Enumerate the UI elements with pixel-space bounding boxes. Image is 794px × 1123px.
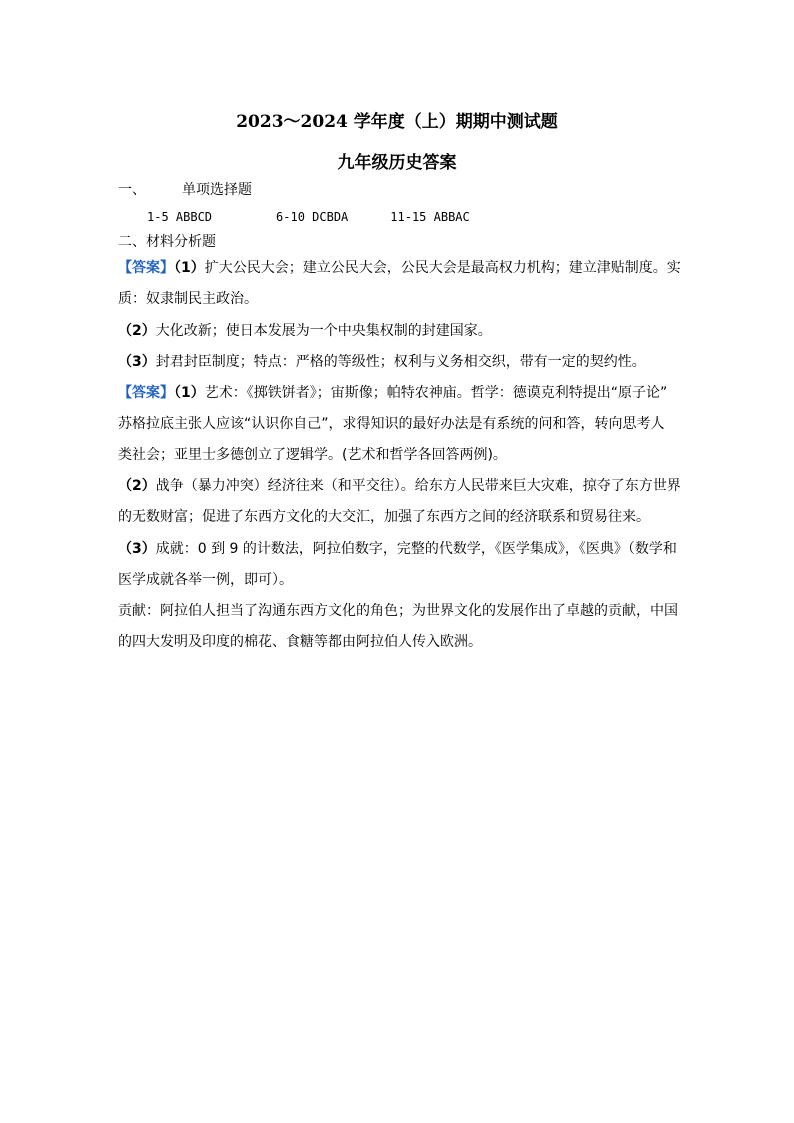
q1-part3 — [118, 353, 678, 371]
q2-part1-continued-2: 类社会；亚里士多德创立了逻辑学。(艺术和哲学各回答两例)。 — [118, 447, 507, 463]
section-one-heading — [118, 181, 678, 199]
q2-part3-continued: 医学成就各举一例，即可）。 — [118, 572, 293, 588]
part-label: （2） — [118, 478, 156, 494]
part-text: 战争（暴力冲突）经济往来（和平交往）。给东方人民带来巨大灾难，掠夺了东方世界 — [155, 478, 681, 494]
q2-contribution-continued: 的四大发明及印度的棉花、食糖等都由阿拉伯人传入欧洲。 — [118, 634, 482, 650]
part-text: 扩大公民大会；建立公民大会，公民大会是最高权力机构；建立津贴制度。实 — [204, 260, 681, 276]
q2-part1-continued-1: 苏格拉底主张人应该“认识你自己”，求得知识的最好办法是有系统的问和答，转向思考人 — [118, 416, 665, 432]
q2-part1 — [118, 384, 678, 402]
part-label: （2） — [118, 323, 156, 339]
choice-answers — [147, 208, 707, 226]
part-text: 封君封臣制度；特点：严格的等级性；权利与义务相交织，带有一定的契约性。 — [155, 354, 646, 370]
section-number: 一、 — [118, 182, 146, 198]
answer-tag: 【答案】 — [118, 385, 174, 401]
q2-part3 — [118, 540, 678, 558]
document-title: 2023～2024 学年度（上）期期中测试题 — [236, 112, 558, 132]
answer-group-1: 1-5 ABBCD — [147, 210, 213, 224]
part-text: 艺术：《掷铁饼者》；宙斯像；帕特农神庙。哲学：德谟克利特提出“原子论” — [204, 385, 668, 401]
q2-contribution: 贡献：阿拉伯人担当了沟通东西方文化的角色；为世界文化的发展作出了卓越的贡献，中国 — [118, 603, 678, 619]
q1-part1 — [118, 259, 681, 277]
answer-tag: 【答案】 — [118, 260, 174, 276]
part-text: 成就：0 到 9 的计数法，阿拉伯数字，完整的代数学，《医学集成》，《医典》（数学和 — [155, 541, 677, 557]
section-title: 单项选择题 — [182, 182, 252, 198]
part-label: （3） — [118, 354, 156, 370]
answer-group-3: 11-15 ABBAC — [390, 210, 470, 224]
section-two-heading: 二、材料分析题 — [118, 234, 216, 250]
answer-group-2: 6-10 DCBDA — [276, 210, 349, 224]
part-label: （3） — [118, 541, 156, 557]
part-label: （1） — [174, 385, 205, 401]
q1-part2 — [118, 322, 678, 340]
q1-part1-continued: 质：奴隶制民主政治。 — [118, 291, 258, 307]
part-label: （1） — [174, 260, 205, 276]
q2-part2-continued: 的无数财富；促进了东西方文化的大交汇，加强了东西方之间的经济联系和贸易往来。 — [118, 509, 650, 525]
document-subtitle: 九年级历史答案 — [337, 153, 457, 173]
part-text: 大化改新；使日本发展为一个中央集权制的封建国家。 — [155, 323, 492, 339]
q2-part2 — [118, 477, 681, 495]
